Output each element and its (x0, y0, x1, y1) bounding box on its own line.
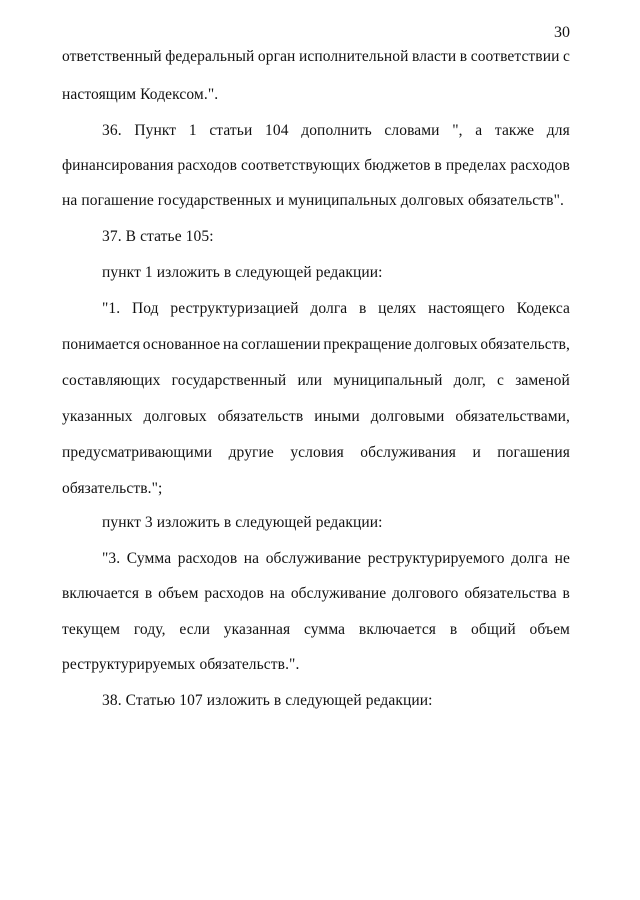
word: целях (378, 300, 417, 317)
word: в (144, 585, 153, 602)
word: обслуживания (360, 444, 457, 461)
word: реструктурируемого (367, 550, 505, 567)
word: предусматривающими (62, 444, 213, 461)
word: Кодекса (516, 300, 570, 317)
word: в (434, 157, 442, 174)
text-line (62, 444, 570, 462)
word: долг, (453, 372, 486, 389)
text-line: пункт 1 изложить в следующей редакции: (102, 264, 383, 281)
word: долговых (414, 336, 478, 353)
word: на (269, 585, 286, 602)
word: обслуживание (265, 550, 362, 567)
text-line (62, 585, 570, 603)
word: сумма (304, 621, 346, 638)
word: обязательствами, (455, 408, 570, 425)
word: бюджетов (364, 157, 431, 174)
word: соответствии (470, 48, 560, 65)
word: указанная (223, 621, 291, 638)
word: иными (314, 408, 360, 425)
word: "1. (102, 300, 121, 317)
word: расходов (510, 157, 570, 174)
word: расходов (177, 157, 238, 174)
text-line (102, 550, 570, 568)
word: 104 (265, 122, 289, 139)
text-line: настоящим Кодексом.". (62, 86, 219, 103)
word: другие (228, 444, 274, 461)
word: обязательства (464, 585, 557, 602)
word: словами (384, 122, 440, 139)
word: общий (471, 621, 516, 638)
word: долговых (143, 408, 207, 425)
text-line: реструктурируемых обязательств.". (62, 656, 300, 673)
word: а (475, 122, 483, 139)
word: пределах (445, 157, 507, 174)
text-line (62, 48, 570, 66)
word: включается (358, 621, 437, 638)
word: погашения (497, 444, 570, 461)
word: в (449, 621, 458, 638)
word: или (297, 372, 323, 389)
word: в (562, 585, 570, 602)
word: дополнить (301, 122, 372, 139)
word: объем (529, 621, 570, 638)
word: 36. (102, 122, 122, 139)
word: долгового (392, 585, 459, 602)
word: с (497, 372, 504, 389)
text-line (62, 621, 570, 639)
text-line: на погашение государственных и муниципальных долговых обязательств". (62, 192, 564, 209)
word: на (243, 550, 260, 567)
word: в (358, 300, 367, 317)
text-line: обязательств."; (62, 480, 163, 497)
word: заменой (515, 372, 570, 389)
word: условия (290, 444, 344, 461)
word: муниципальный (333, 372, 443, 389)
word: расходов (204, 585, 264, 602)
page-number: 30 (554, 24, 570, 41)
word: с (563, 48, 570, 65)
word: объем (158, 585, 199, 602)
text-line: пункт 3 изложить в следующей редакции: (102, 514, 383, 531)
word: реструктуризацией (170, 300, 299, 317)
word: если (179, 621, 210, 638)
word: орган (257, 48, 296, 65)
word: на (222, 336, 239, 353)
word: Пункт (134, 122, 177, 139)
word: долга (511, 550, 549, 567)
word: государственный (171, 372, 287, 389)
word: основанное (142, 336, 221, 353)
word: обслуживание (290, 585, 387, 602)
word: расходов (177, 550, 238, 567)
word: для (546, 122, 570, 139)
word: Сумма (126, 550, 172, 567)
text-line: 38. Статью 107 изложить в следующей редакции: (102, 692, 433, 709)
word: долга (310, 300, 348, 317)
word: федеральный (165, 48, 255, 65)
word: указанных (62, 408, 133, 425)
word: году, (133, 621, 166, 638)
text-line (102, 122, 570, 140)
word: также (494, 122, 535, 139)
word: финансирования (62, 157, 174, 174)
word: долговыми (370, 408, 445, 425)
word: соответствующих (240, 157, 361, 174)
word: статьи (209, 122, 253, 139)
word: "3. (102, 550, 121, 567)
word: прекращение (323, 336, 412, 353)
word: обязательств (217, 408, 304, 425)
word: в (459, 48, 468, 65)
text-line (62, 408, 570, 426)
text-line (102, 300, 570, 318)
word: соглашении (241, 336, 321, 353)
text-line (62, 336, 570, 354)
word: власти (412, 48, 457, 65)
word: включается (62, 585, 140, 602)
text-line: 37. В статье 105: (102, 228, 214, 245)
word: не (554, 550, 570, 567)
text-line (62, 372, 570, 390)
word: и (472, 444, 481, 461)
word: ", (452, 122, 463, 139)
word: составляющих (62, 372, 161, 389)
word: Под (131, 300, 159, 317)
word: настоящего (428, 300, 505, 317)
word: обязательств, (480, 336, 570, 353)
word: исполнительной (298, 48, 409, 65)
text-line (62, 157, 570, 175)
word: текущем (62, 621, 121, 638)
word: ответственный (62, 48, 162, 65)
word: понимается (62, 336, 141, 353)
word: 1 (188, 122, 197, 139)
